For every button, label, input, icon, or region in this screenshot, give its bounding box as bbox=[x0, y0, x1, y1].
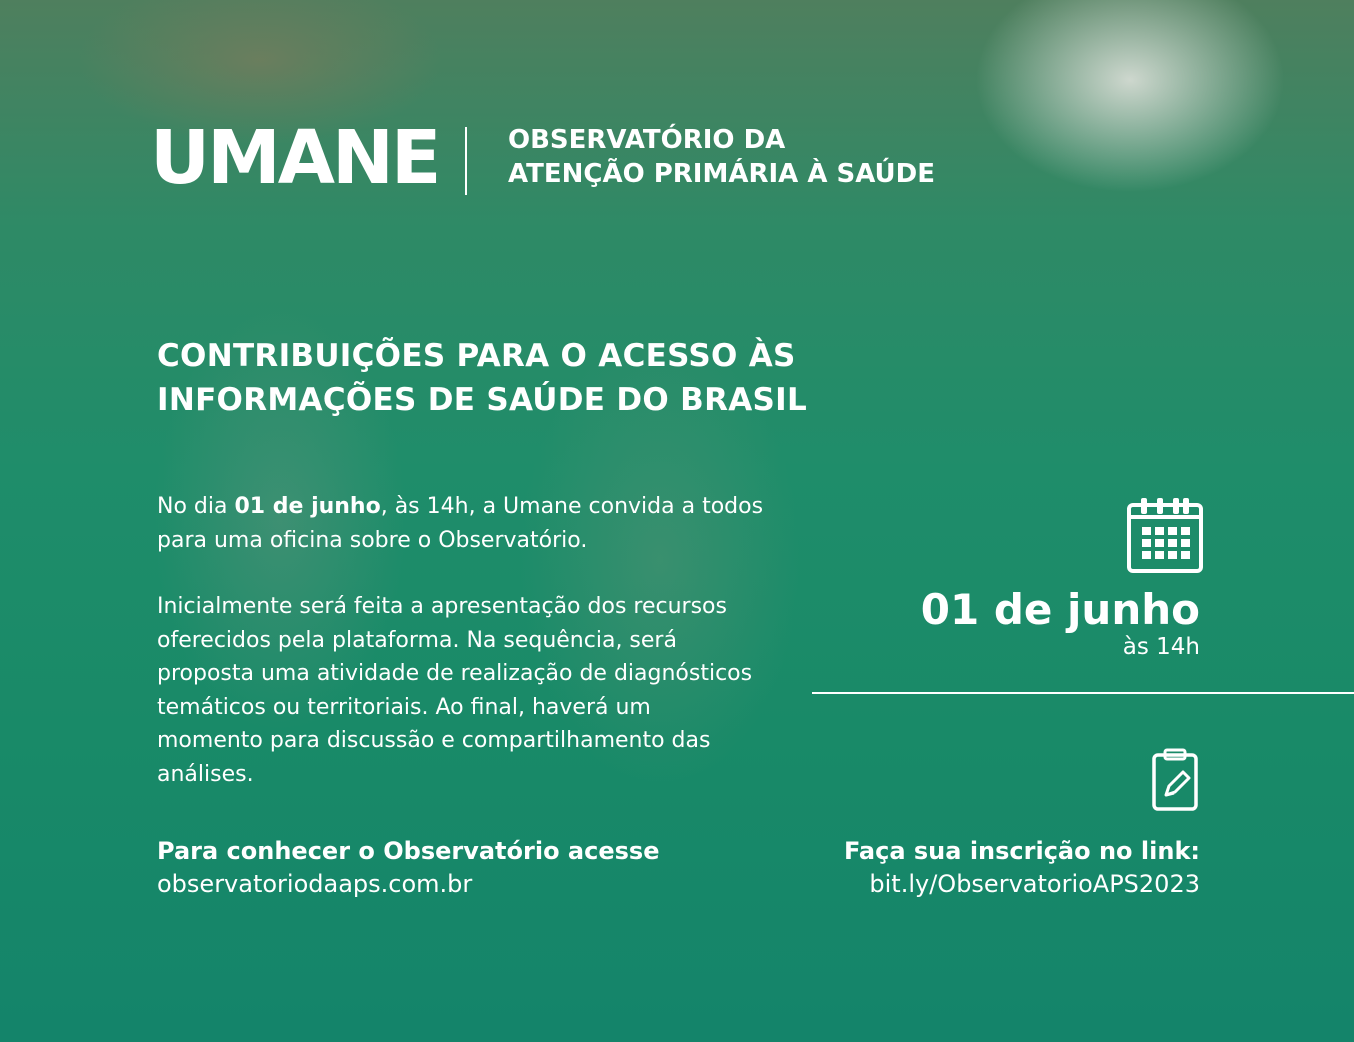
event-headline bbox=[157, 334, 807, 422]
observatory-title bbox=[508, 123, 935, 191]
event-headline-line2: INFORMAÇÕES DE SAÚDE DO BRASIL bbox=[157, 382, 808, 418]
umane-logo: UMANE bbox=[150, 115, 439, 201]
intro-date: 01 de junho bbox=[234, 494, 381, 519]
header-divider bbox=[465, 127, 467, 195]
intro-paragraph bbox=[157, 490, 777, 557]
observatory-title-line2: ATENÇÃO PRIMÁRIA À SAÚDE bbox=[508, 159, 936, 189]
observatory-link-label: Para conhecer o Observatório acesse bbox=[157, 837, 660, 865]
clipboard-edit-icon bbox=[1150, 748, 1200, 812]
intro-prefix: No dia bbox=[157, 494, 235, 519]
event-headline-line1: CONTRIBUIÇÕES PARA O ACESSO ÀS bbox=[157, 338, 796, 374]
event-time: às 14h bbox=[1122, 634, 1200, 660]
observatory-link-block bbox=[157, 835, 659, 901]
section-divider bbox=[812, 692, 1354, 694]
description-paragraph: Inicialmente será feita a apresentação dos recursos oferecidos pela plataforma. Na sequência, será proposta uma atividade de realização de diagnósticos temáticos ou territoriais. Ao final, haverá um momento para discussão e compartilhamento das análises. bbox=[157, 594, 753, 787]
event-date: 01 de junho bbox=[920, 585, 1200, 634]
calendar-icon bbox=[1126, 497, 1204, 575]
observatory-title-line1: OBSERVATÓRIO DA bbox=[508, 125, 786, 155]
signup-label: Faça sua inscrição no link: bbox=[843, 837, 1200, 865]
intro-suffix: , às 14h, a Umane convida a todos para uma oficina sobre o Observatório. bbox=[157, 494, 764, 553]
signup-link[interactable]: bit.ly/ObservatorioAPS2023 bbox=[869, 870, 1200, 898]
observatory-link[interactable]: observatoriodaaps.com.br bbox=[157, 870, 473, 898]
signup-block bbox=[844, 835, 1200, 901]
